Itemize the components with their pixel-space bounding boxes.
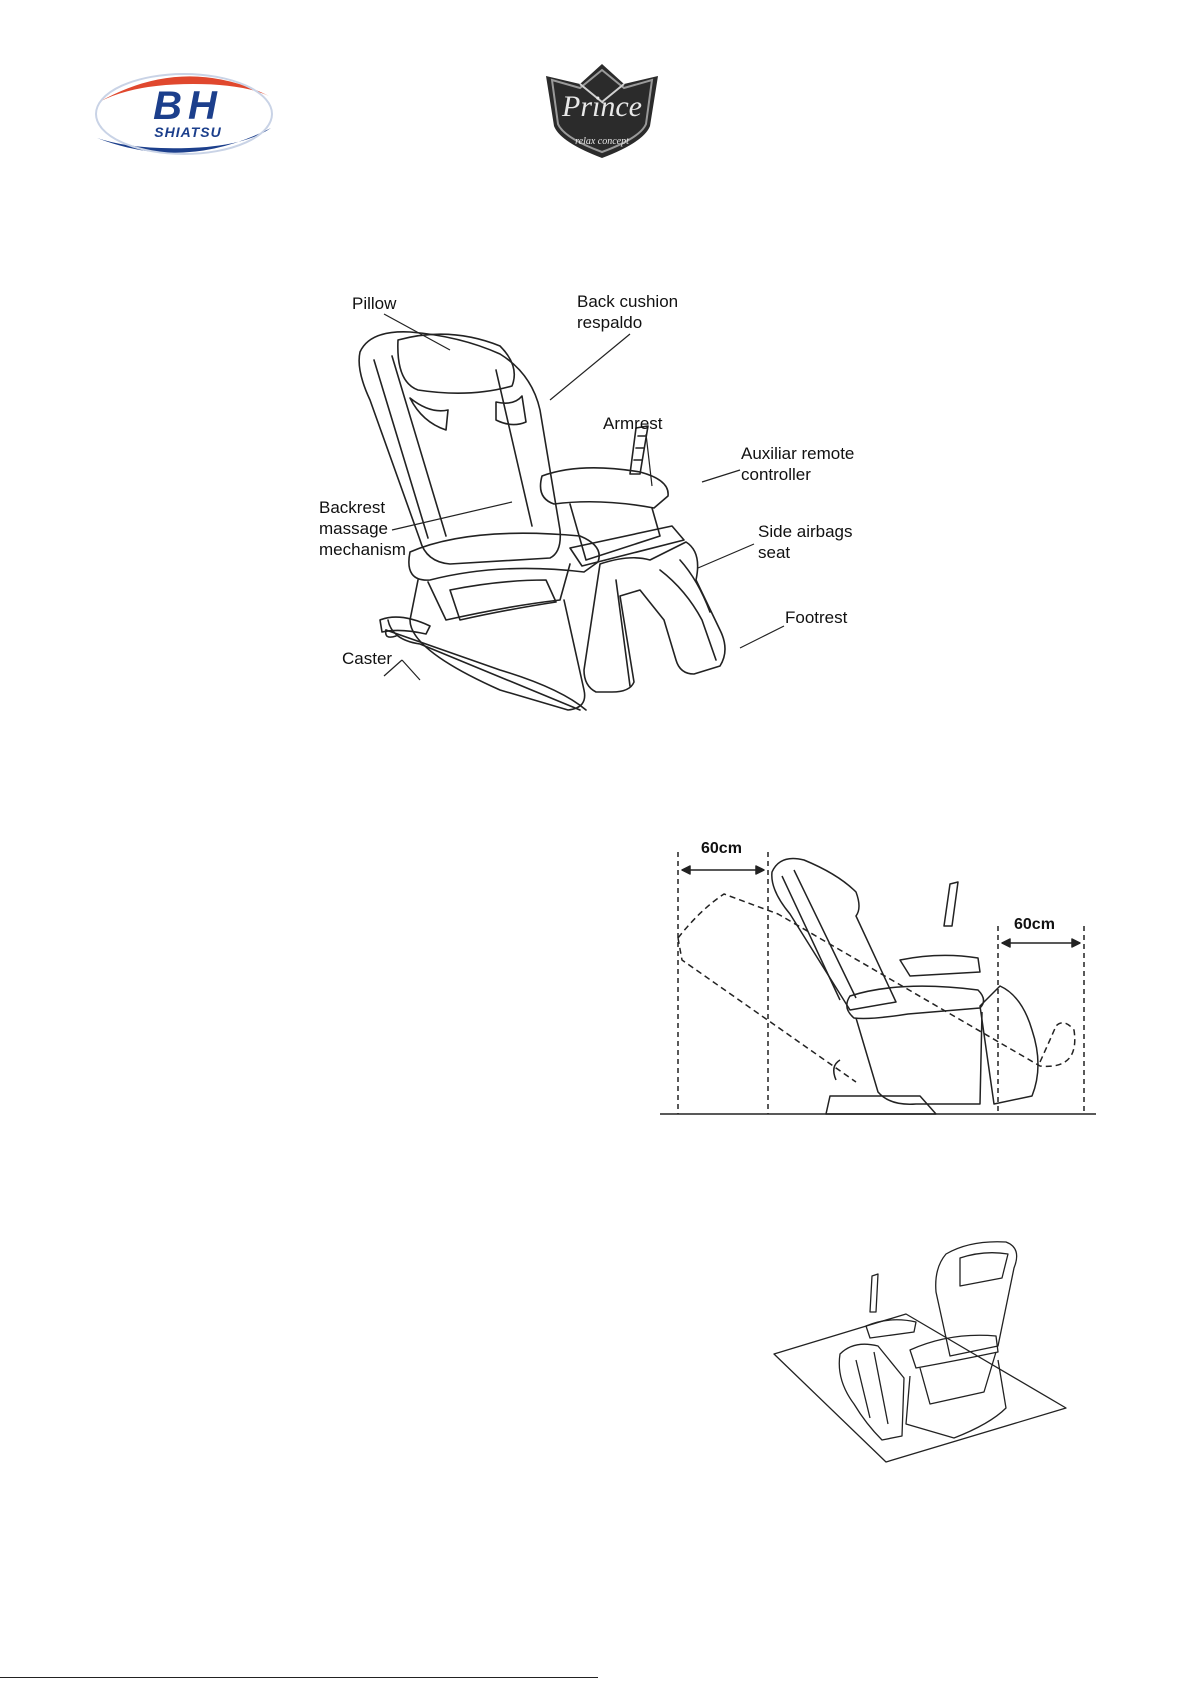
clearance-diagram [660,830,1096,1126]
bh-logo-sub-text: SHIATSU [154,124,222,140]
label-armrest: Armrest [603,414,663,433]
chair-on-mat-illustration [770,1228,1070,1468]
prince-logo [540,62,664,162]
label-side-airbags: Side airbags seat [758,522,853,562]
label-caster: Caster [342,649,393,668]
label-backrest-mechanism: Backrest massage mechanism [319,498,406,559]
label-back-cushion: Back cushion respaldo [577,292,679,332]
back-clearance-label: 60cm [701,840,742,857]
footer-rule [0,1677,598,1678]
clearance-figure [660,830,1096,1126]
label-footrest: Footrest [785,608,848,627]
label-pillow: Pillow [352,294,397,313]
prince-logo-sub-text: relax concept [575,136,629,147]
front-clearance-label: 60cm [1014,916,1055,933]
label-auxiliar-remote: Auxiliar remote controller [741,444,855,484]
bh-logo-main-text: BH [153,84,223,128]
chair-parts-figure [300,290,880,770]
label-leader-lines [300,290,880,770]
floor-mat-figure [770,1228,1070,1468]
bh-shiatsu-logo [93,62,275,160]
prince-logo-main-text: Prince [562,90,642,123]
